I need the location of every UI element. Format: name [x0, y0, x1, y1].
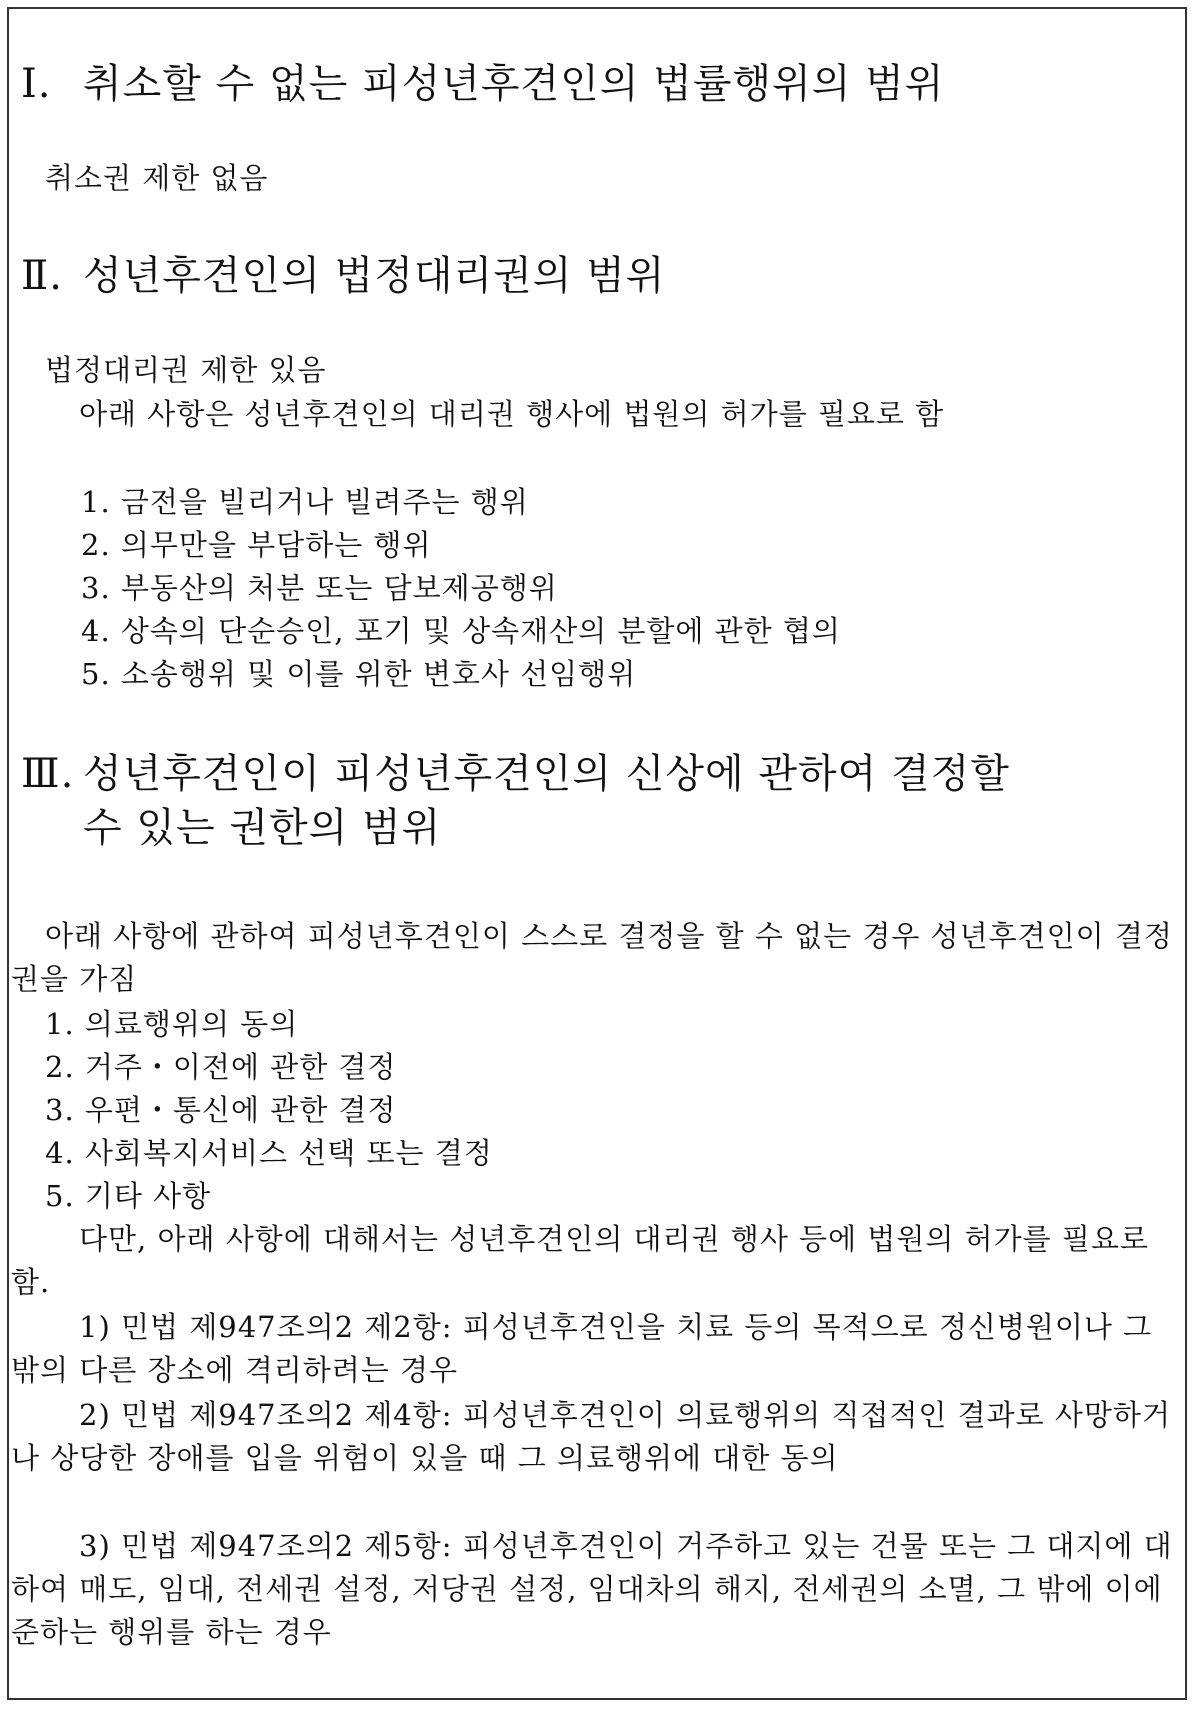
section2-note: 아래 사항은 성년후견인의 대리권 행사에 법원의 허가를 필요로 함 [79, 397, 945, 431]
section3-heading-line2: 수 있는 권한의 범위 [83, 805, 442, 851]
section3-intro: 아래 사항에 관하여 피성년후견인이 스스로 결정을 할 수 없는 경우 성년후견인이 결정권을 가짐 [11, 919, 1173, 996]
section1-heading-text: 취소할 수 없는 피성년후견인의 법률행위의 범위 [83, 61, 945, 107]
section2-heading-text: 성년후견인의 법정대리권의 범위 [83, 253, 666, 299]
section3-item-3: 3. 우편・통신에 관한 결정 [45, 1093, 397, 1127]
section2-item-4: 4. 상속의 단순승인, 포기 및 상속재산의 분할에 관한 협의 [81, 614, 841, 648]
section2-heading-number: Ⅱ. [21, 253, 63, 299]
section2-heading [21, 249, 665, 303]
document-frame [7, 7, 1187, 1700]
section1-heading-number: Ⅰ. [21, 61, 52, 107]
section1-body: 취소권 제한 없음 [45, 161, 269, 195]
section2-item-3: 3. 부동산의 처분 또는 담보제공행위 [81, 571, 558, 605]
section3-heading-line1: 성년후견인이 피성년후견인의 신상에 관하여 결정할 [83, 751, 1010, 797]
section3-heading [21, 747, 1171, 855]
section3-heading-number: Ⅲ. [21, 751, 75, 797]
section3-sub-item-1: 1) 민법 제947조의2 제2항: 피성년후견인을 치료 등의 목적으로 정신병원이나 그밖의 다른 장소에 격리하려는 경우 [11, 1310, 1153, 1387]
section3-item-4: 4. 사회복지서비스 선택 또는 결정 [45, 1136, 493, 1170]
section1-heading [21, 57, 944, 111]
section2-item-2: 2. 의무만을 부담하는 행위 [81, 528, 432, 562]
section3-sub-item-2: 2) 민법 제947조의2 제4항: 피성년후견인이 의료행위의 직접적인 결과로 사망하거나 상당한 장애를 입을 위험이 있을 때 그 의료행위에 대한 동의 [11, 1398, 1171, 1475]
section3-item-5: 5. 기타 사항 [45, 1179, 212, 1213]
section3-item-1: 1. 의료행위의 동의 [45, 1007, 299, 1041]
section3-item-2: 2. 거주・이전에 관한 결정 [45, 1050, 397, 1084]
section3-proviso: 다만, 아래 사항에 대해서는 성년후견인의 대리권 행사 등에 법원의 허가를 필요로 함. [11, 1222, 1149, 1299]
section2-item-5: 5. 소송행위 및 이를 위한 변호사 선임행위 [81, 657, 637, 691]
section2-item-1: 1. 금전을 빌리거나 빌려주는 행위 [81, 485, 529, 519]
section2-intro: 법정대리권 제한 있음 [45, 353, 327, 387]
section3-sub-item-3: 3) 민법 제947조의2 제5항: 피성년후견인이 거주하고 있는 건물 또는 그 대지에 대하여 매도, 임대, 전세권 설정, 저당권 설정, 임대차의 해지, 전세권의 소멸, 그 밖에 이에 준하는 행위를 하는 경우 [11, 1529, 1173, 1649]
